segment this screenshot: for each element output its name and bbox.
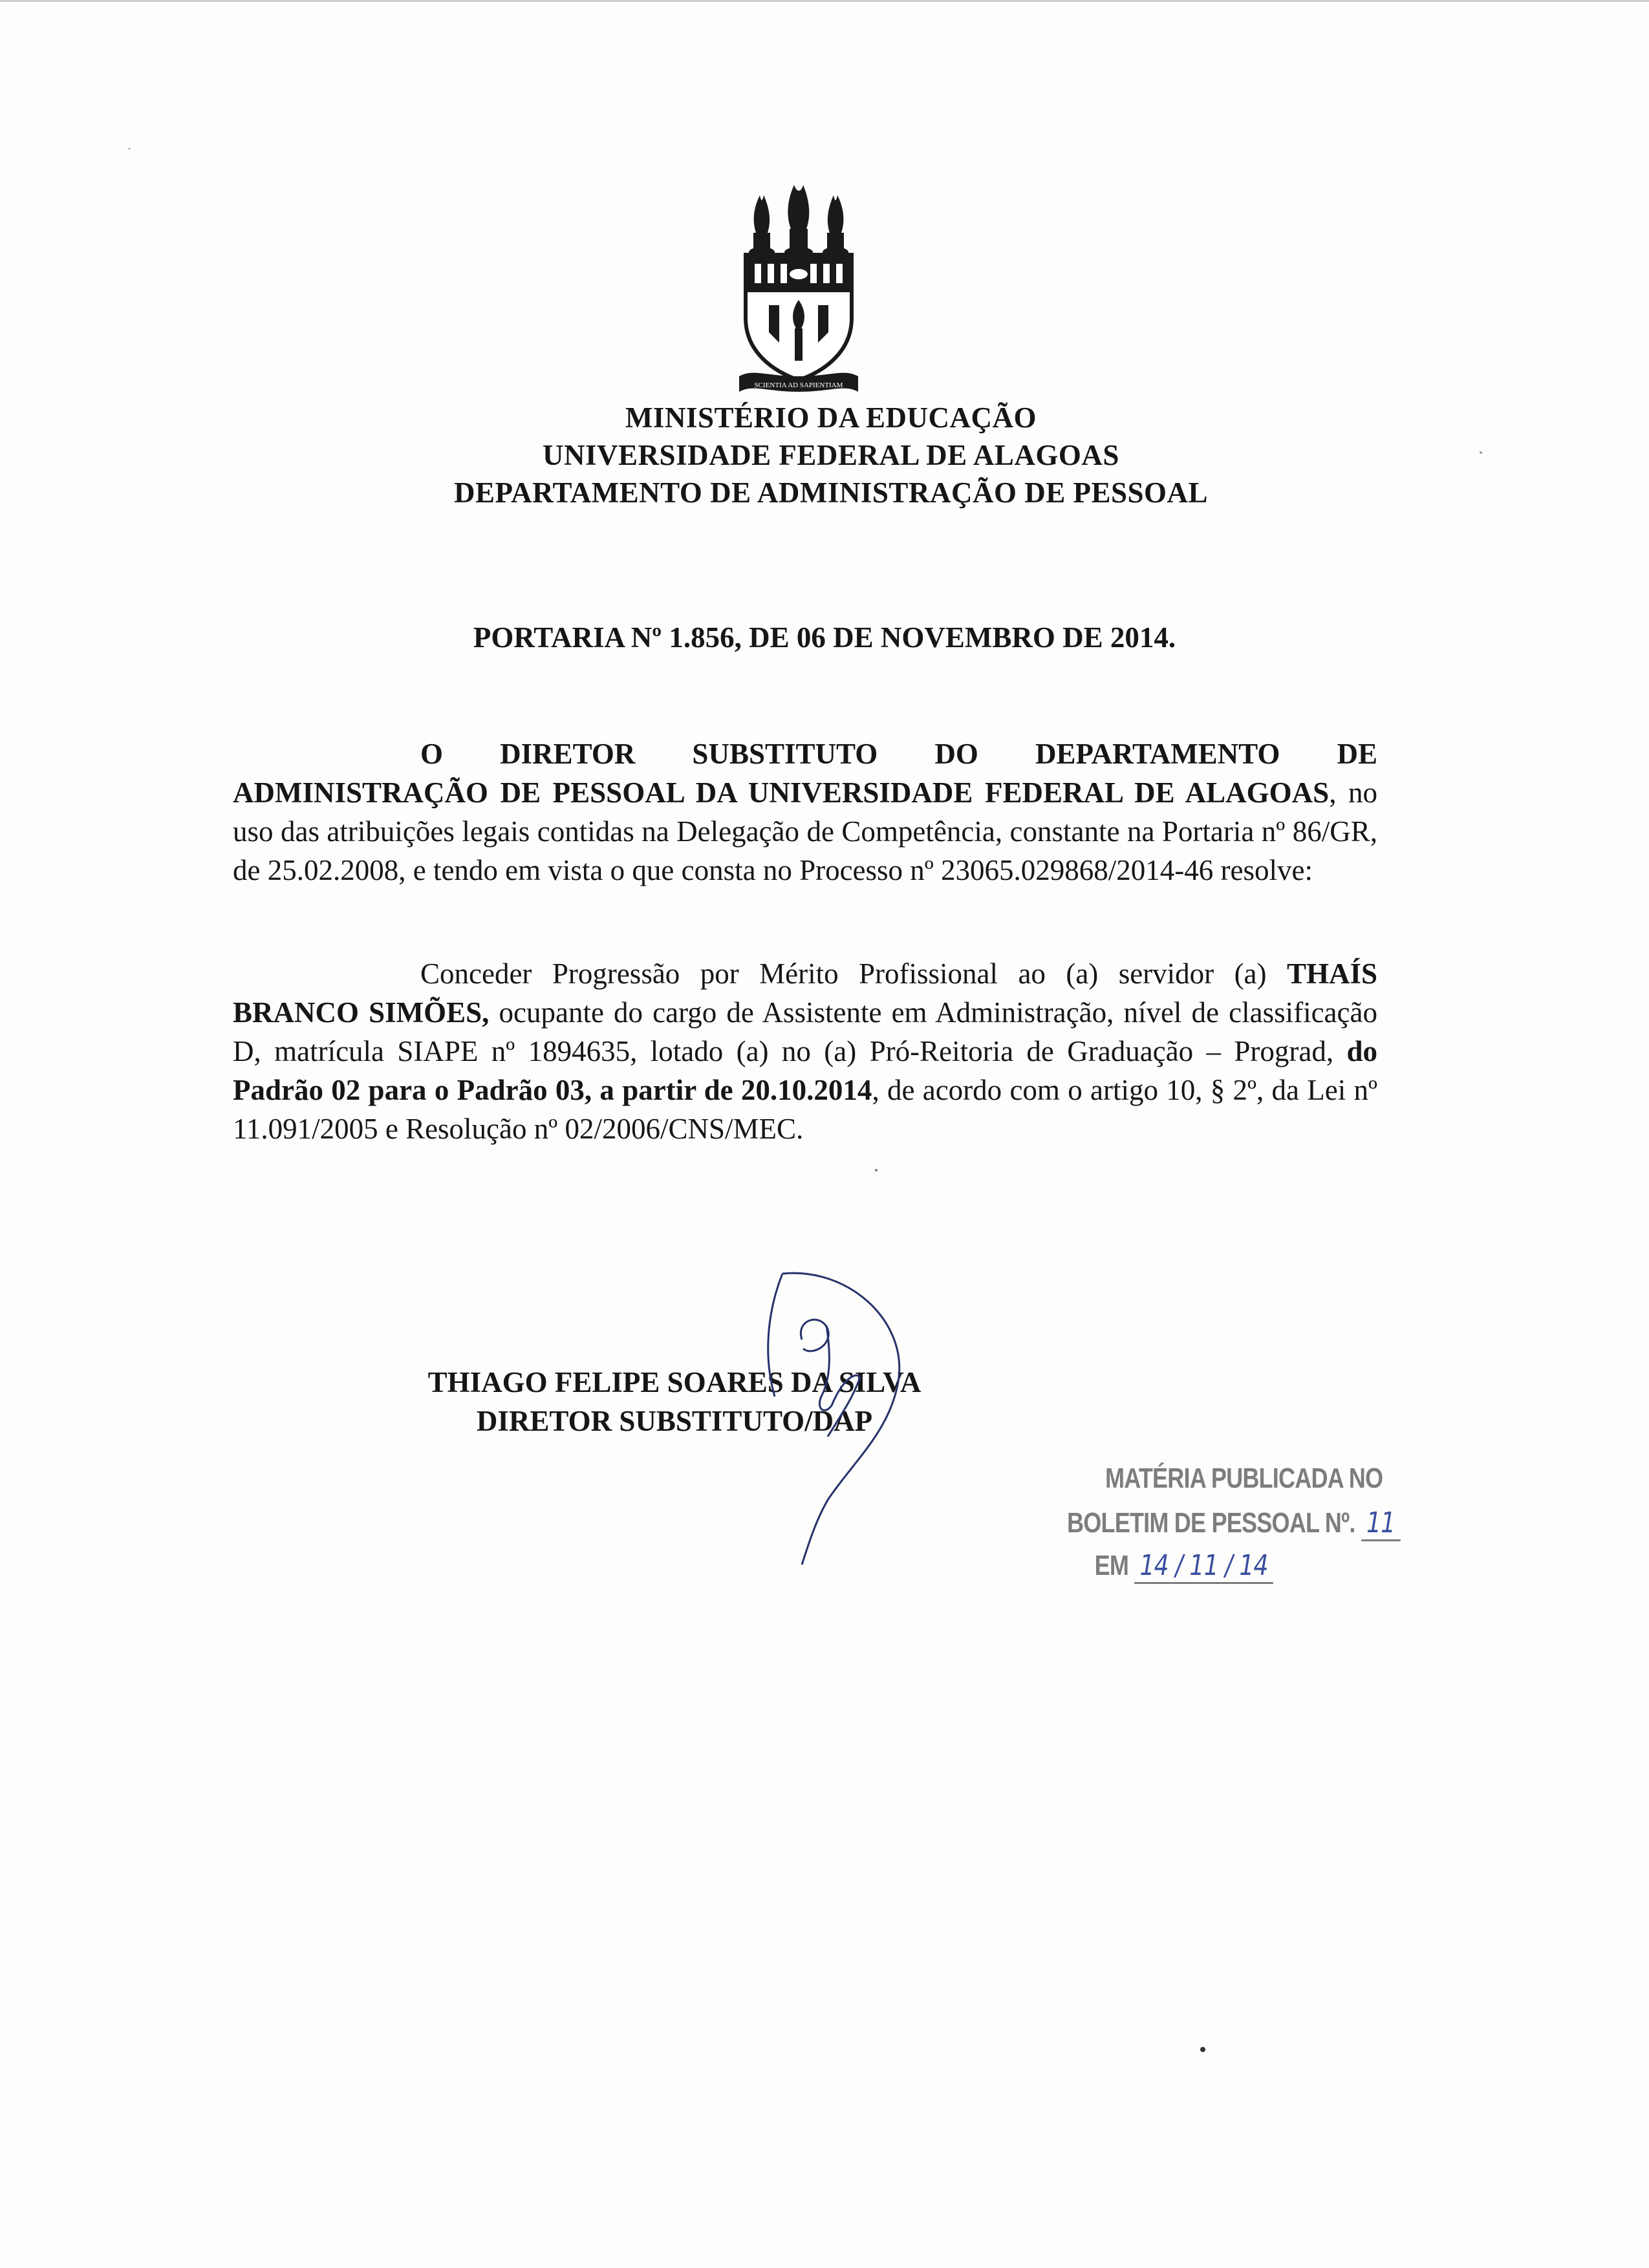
servant-name: THAÍS BRANCO SIMÕES,	[233, 957, 1377, 1029]
resolution-text-b: ocupante do cargo de Assistente em Administração, nível de classificação D, matrícula SIAPE nº 1894635, lotado (a) no (a) Pró-Reitoria de Graduação – Prograd,	[233, 996, 1377, 1067]
resolution-text-c: , de acordo com o artigo 10, § 2º, da Lei nº 11.091/2005 e Resolução nº 02/2006/CNS/MEC.	[233, 1074, 1378, 1145]
stamp-boletim-row	[1067, 1506, 1400, 1541]
publication-stamp	[1067, 1455, 1396, 1584]
stamp-date-label: EM	[1094, 1550, 1129, 1581]
stamp-date-row	[1095, 1549, 1273, 1584]
header-university: UNIVERSIDADE FEDERAL DE ALAGOAS	[543, 439, 1119, 471]
crest-motto: SCIENTIA AD SAPIENTIAM	[754, 381, 843, 389]
paragraph-resolution	[233, 954, 1377, 1148]
preamble-authority: O DIRETOR SUBSTITUTO DO DEPARTAMENTO DE ADMINISTRAÇÃO DE PESSOAL DA UNIVERSIDADE FEDERAL DE ALAGOAS	[233, 738, 1377, 809]
signatory-role: DIRETOR SUBSTITUTO/DAP	[476, 1405, 873, 1437]
paragraph-preamble	[233, 734, 1377, 890]
stamp-boletim-number: 11	[1361, 1506, 1401, 1541]
handwritten-signature-icon	[757, 1267, 925, 1571]
scan-edge-line	[0, 0, 1649, 2]
stamp-date-value: 14 / 11 / 14	[1134, 1549, 1273, 1584]
preamble-text: , no uso das atribuições legais contidas na Delegação de Competência, constante na Portaria nº 86/GR, de 25.02.2008, e tendo em vista o que consta no Processo nº 23065.029868/2014-46 resolve:	[233, 776, 1378, 886]
signatory-name: THIAGO FELIPE SOARES DA SILVA	[427, 1366, 921, 1398]
padrao-change: do Padrão 02 para o Padrão 03, a partir de 20.10.2014	[233, 1035, 1377, 1106]
university-crest-icon	[734, 182, 863, 397]
stamp-boletim-label: BOLETIM DE PESSOAL Nº.	[1067, 1507, 1355, 1539]
portaria-title: PORTARIA Nº 1.856, DE 06 DE NOVEMBRO DE 2014.	[473, 621, 1176, 654]
header-department: DEPARTAMENTO DE ADMINISTRAÇÃO DE PESSOAL	[453, 476, 1209, 509]
header-ministry: MINISTÉRIO DA EDUCAÇÃO	[625, 401, 1037, 434]
resolution-text-a: Conceder Progressão por Mérito Profissional ao (a) servidor (a)	[420, 957, 1287, 990]
stamp-title: MATÉRIA PUBLICADA NO	[1105, 1462, 1383, 1494]
